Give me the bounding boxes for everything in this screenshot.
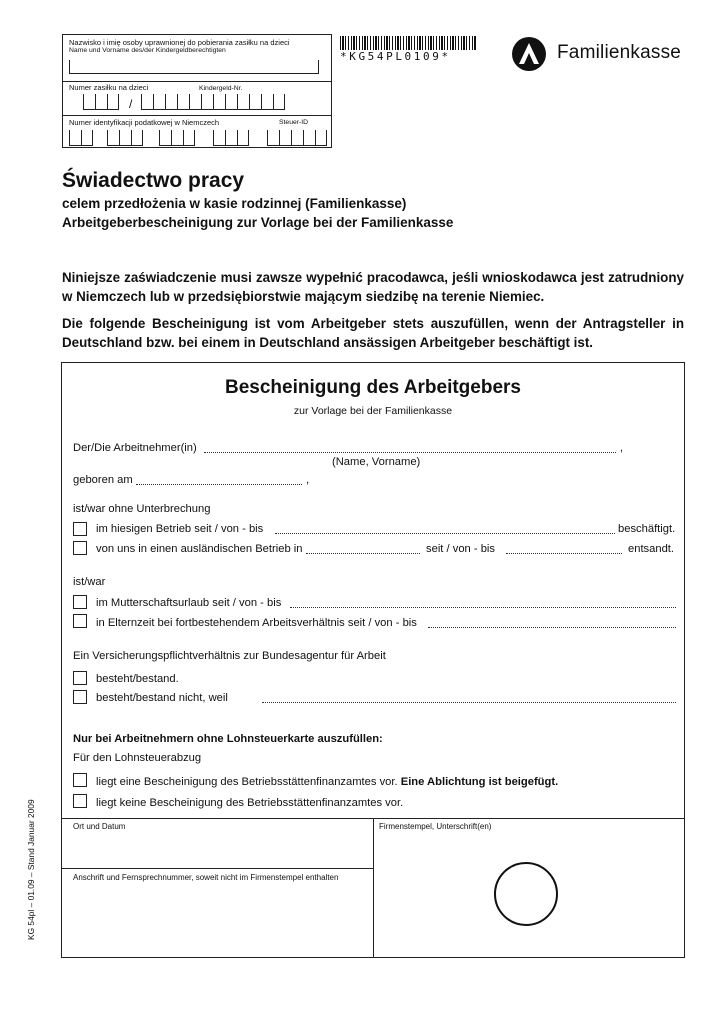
option-posted-abroad-end: entsandt.	[628, 543, 675, 555]
subtitle-pl: celem przedłożenia w kasie rodzinnej (Familienkasse)	[62, 196, 407, 211]
option-certificate-absent-checkbox[interactable]	[73, 794, 87, 808]
header-box	[62, 34, 332, 148]
stamp-label: Firmenstempel, Unterschrift(en)	[379, 822, 492, 831]
place-date-field[interactable]	[66, 832, 366, 864]
birth-label: geboren am	[73, 474, 133, 486]
note-de: Die folgende Bescheinigung ist vom Arbeitgeber stets auszufüllen, wenn der Antragsteller in Deutschland bzw. bei einem in Deutschland ansässigen Arbeitgeber beschäftigt ist.	[62, 316, 684, 350]
option-not-insured-label: besteht/bestand nicht, weil	[96, 692, 228, 704]
form-subtitle: zur Vorlage bei der Familienkasse	[293, 405, 453, 417]
option-posted-abroad-period[interactable]	[506, 553, 622, 554]
barcode	[340, 36, 476, 50]
option-maternity-leave-period[interactable]	[290, 607, 676, 608]
option-parental-leave-period[interactable]	[428, 627, 676, 628]
option-not-insured-reason[interactable]	[262, 702, 676, 703]
tax-id-label-de: Steuer-ID	[279, 119, 309, 126]
employee-hint: (Name, Vorname)	[332, 456, 421, 468]
note-pl: Niniejsze zaświadczenie musi zawsze wypełnić pracodawca, jeśli wnioskodawca jest zatrudniony w Niemczech lub w przedsiębiorstwie mającym siedzibę na terenie Niemiec.	[62, 270, 684, 304]
familienkasse-logo-icon	[512, 37, 546, 71]
name-label-pl: Nazwisko i imię osoby uprawnionej do pobierania zasiłku na dzieci	[69, 38, 290, 47]
section2-label: ist/war	[73, 576, 106, 588]
option-insured-label: besteht/bestand.	[96, 673, 179, 685]
address-field[interactable]	[66, 884, 366, 954]
tax-id-input-1[interactable]	[69, 130, 93, 146]
option-posted-abroad-checkbox[interactable]	[73, 541, 87, 555]
child-benefit-number-input[interactable]	[141, 94, 285, 110]
section4-label: Nur bei Arbeitnehmern ohne Lohnsteuerkarte auszufüllen:	[73, 733, 383, 745]
option-maternity-leave-checkbox[interactable]	[73, 595, 87, 609]
option-local-employment-label: im hiesigen Betrieb seit / von - bis	[96, 523, 264, 535]
barcode-text: *KG54PL0109*	[340, 50, 451, 63]
employee-name-field[interactable]	[204, 452, 616, 453]
form-code: KG 54pl – 01.09 – Stand Januar 2009	[26, 799, 36, 940]
option-certificate-present-checkbox[interactable]	[73, 773, 87, 787]
child-benefit-separator: /	[129, 97, 133, 111]
tax-id-row	[63, 115, 331, 149]
option-posted-abroad-period-label: seit / von - bis	[426, 543, 496, 555]
child-benefit-prefix-input[interactable]	[83, 94, 119, 110]
section1-label: ist/war ohne Unterbrechung	[73, 503, 211, 515]
option-insured-checkbox[interactable]	[73, 671, 87, 685]
tax-id-label-pl: Numer identyfikacji podatkowej w Niemczech	[69, 118, 220, 127]
birth-date-field[interactable]	[136, 484, 302, 485]
option-maternity-leave-label: im Mutterschaftsurlaub seit / von - bis	[96, 597, 282, 609]
option-certificate-absent-label: liegt keine Bescheinigung des Betriebsstättenfinanzamtes vor.	[96, 797, 404, 809]
brand-name: Familienkasse	[557, 42, 682, 63]
child-benefit-label-pl: Numer zasiłku na dzieci	[69, 83, 149, 92]
subtitle-de: Arbeitgeberbescheinigung zur Vorlage bei der Familienkasse	[62, 215, 454, 230]
signature-vertical-divider	[373, 818, 374, 958]
tax-id-input-4[interactable]	[213, 130, 249, 146]
option-posted-abroad-country[interactable]	[306, 553, 420, 554]
section4-sub: Für den Lohnsteuerabzug	[73, 752, 202, 764]
child-benefit-row	[63, 81, 331, 116]
section3-label: Ein Versicherungspflichtverhältnis zur Bundesagentur für Arbeit	[73, 650, 386, 662]
option-parental-leave-label: in Elternzeit bei fortbestehendem Arbeitsverhältnis seit / von - bis	[96, 617, 417, 629]
name-row	[63, 35, 331, 82]
option-not-insured-checkbox[interactable]	[73, 690, 87, 704]
tax-id-input-5[interactable]	[267, 130, 327, 146]
place-date-label: Ort und Datum	[73, 822, 126, 831]
employee-label: Der/Die Arbeitnehmer(in)	[73, 442, 197, 454]
option-local-employment-period[interactable]	[275, 533, 615, 534]
company-stamp-circle[interactable]	[494, 862, 558, 926]
address-label: Anschrift und Fernsprechnummer, soweit nicht im Firmenstempel enthalten	[73, 873, 339, 882]
child-benefit-label-de: Kindergeld-Nr.	[199, 85, 243, 92]
form-title: Bescheinigung des Arbeitgebers	[225, 377, 521, 398]
page-title: Świadectwo pracy	[62, 169, 245, 192]
name-label-de: Name und Vorname des/der Kindergeldberechtigten	[69, 47, 226, 54]
option-parental-leave-checkbox[interactable]	[73, 614, 87, 628]
option-posted-abroad-label: von uns in einen ausländischen Betrieb in	[96, 543, 303, 555]
option-local-employment-checkbox[interactable]	[73, 522, 87, 536]
tax-id-input-3[interactable]	[159, 130, 195, 146]
tax-id-input-2[interactable]	[107, 130, 143, 146]
name-input[interactable]	[69, 60, 319, 74]
option-local-employment-end: beschäftigt.	[618, 523, 676, 535]
option-certificate-present-label: liegt eine Bescheinigung des Betriebsstättenfinanzamtes vor. Eine Ablichtung ist beigefügt.	[96, 776, 559, 788]
signature-left-divider	[61, 868, 373, 869]
